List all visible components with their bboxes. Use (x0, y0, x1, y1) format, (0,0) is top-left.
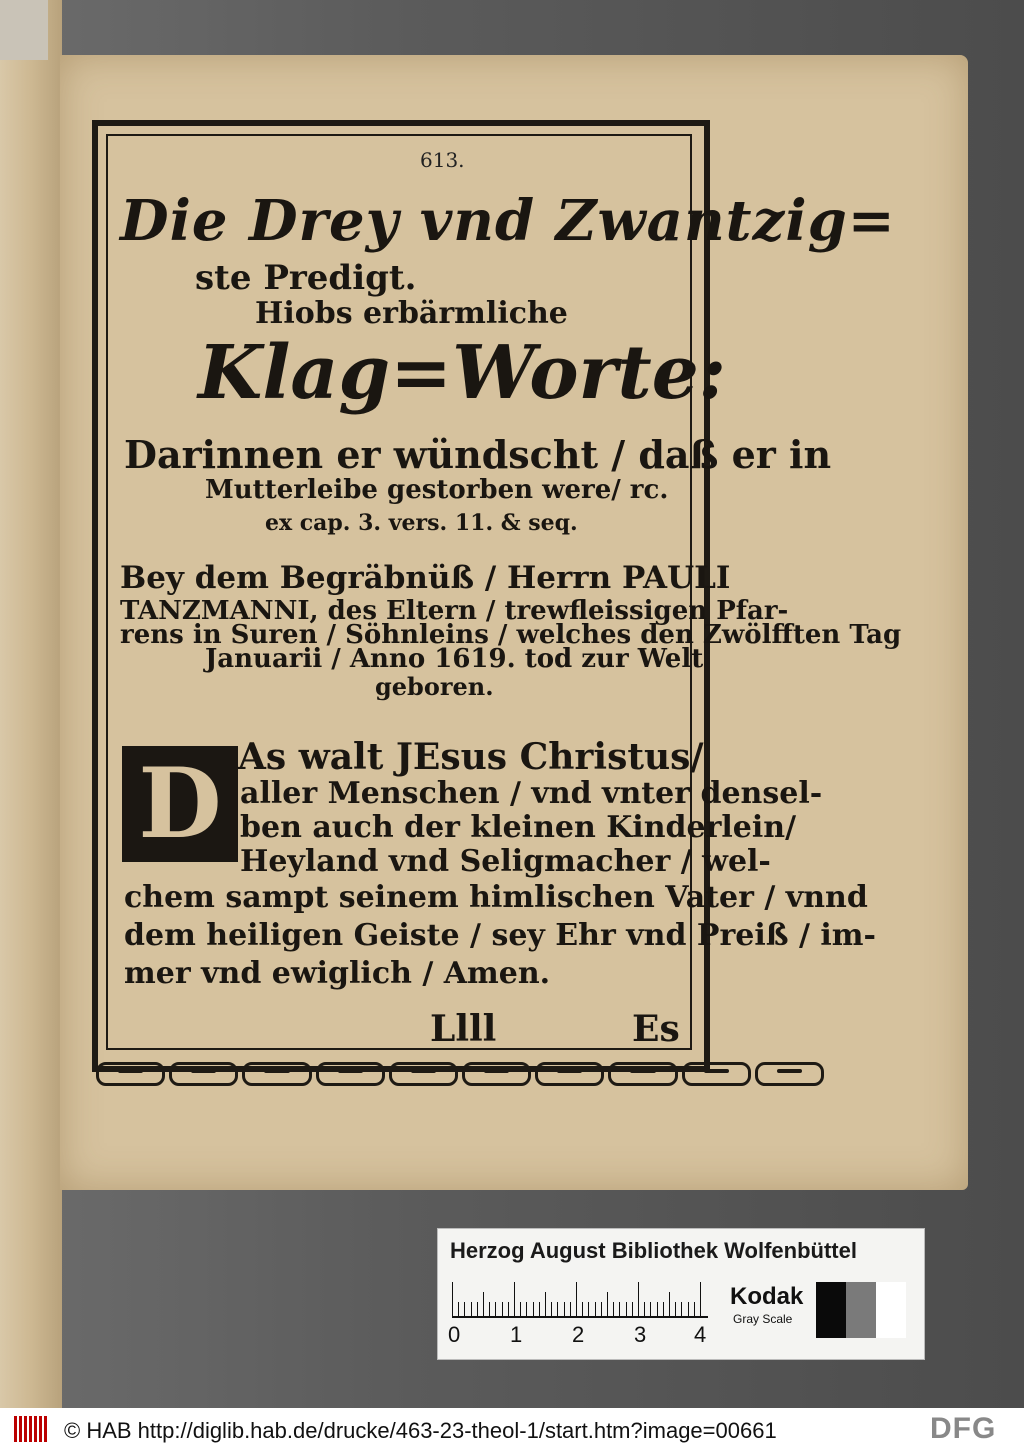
ruler-tick (508, 1302, 509, 1316)
ruler-tick (489, 1302, 490, 1316)
title-line-1b: ste Predigt. (195, 258, 417, 298)
ruler-tick (477, 1302, 478, 1316)
subtitle-line: Mutterleibe gestorben were/ rc. (205, 475, 669, 505)
signature-mark: Llll (430, 1008, 497, 1050)
ornament-unit (462, 1062, 531, 1086)
ruler-number: 3 (634, 1322, 647, 1347)
ruler-tick (545, 1292, 546, 1316)
ruler-tick (564, 1302, 565, 1316)
ruler-tick (588, 1302, 589, 1316)
ornament-unit (242, 1062, 311, 1086)
ruler-tick (557, 1302, 558, 1316)
ornament-unit (389, 1062, 458, 1086)
ornament-unit (682, 1062, 751, 1086)
ruler-tick (539, 1302, 540, 1316)
ornament-border (96, 1062, 824, 1084)
scale-ruler (452, 1276, 708, 1318)
ruler-tick (458, 1302, 459, 1316)
initial-letter: D (138, 747, 222, 860)
body-line: As walt JEsus Christus/ (238, 736, 704, 778)
dedication-line: rens in Suren / Söhnleins / welches den Zwölfften Tag (120, 620, 902, 650)
title-line-2: Hiobs erbärmliche (255, 296, 568, 331)
dedication-line: Bey dem Begräbnüß / Herrn PAULI (120, 560, 731, 596)
ruler-tick (657, 1302, 658, 1316)
ruler-tick (570, 1302, 571, 1316)
gray-swatch-black (816, 1282, 846, 1338)
ruler-tick (675, 1302, 676, 1316)
ruler-tick (663, 1302, 664, 1316)
body-line: ben auch der kleinen Kinderlein/ (240, 810, 797, 845)
body-line: dem heiligen Geiste / sey Ehr vnd Preiß / im- (124, 918, 876, 953)
ruler-tick (502, 1302, 503, 1316)
kodak-brand: Kodak (730, 1283, 804, 1310)
ruler-tick (669, 1292, 670, 1316)
ruler-tick (533, 1302, 534, 1316)
title-line-1: Die Drey vnd Zwantzig= (120, 188, 896, 254)
ruler-tick (613, 1302, 614, 1316)
dedication-line: geboren. (375, 672, 494, 701)
decorated-initial (122, 746, 238, 862)
ruler-tick (650, 1302, 651, 1316)
gray-swatch-mid (846, 1282, 876, 1338)
page-number: 613. (420, 148, 465, 172)
ruler-tick (464, 1302, 465, 1316)
ornament-unit (755, 1062, 824, 1086)
ruler-tick (582, 1302, 583, 1316)
ruler-tick (601, 1302, 602, 1316)
hab-logo-icon (14, 1416, 48, 1442)
ruler-tick (471, 1302, 472, 1316)
ruler-tick (551, 1302, 552, 1316)
ruler-number: 2 (572, 1322, 585, 1347)
ruler-tick (520, 1302, 521, 1316)
body-line: aller Menschen / vnd vnter densel- (240, 776, 823, 811)
ruler-tick (626, 1302, 627, 1316)
body-line: Heyland vnd Seligmacher / wel- (240, 844, 771, 879)
catchword: Es (632, 1008, 680, 1050)
title-line-3: Klag=Worte: (198, 330, 727, 416)
footer-url[interactable]: © HAB http://diglib.hab.de/drucke/463-23-theol-1/start.htm?image=00661 (64, 1418, 777, 1443)
ruler-tick (694, 1302, 695, 1316)
ruler-tick (576, 1282, 577, 1316)
dedication-line: Januarii / Anno 1619. tod zur Welt (205, 644, 704, 674)
ruler-tick (483, 1292, 484, 1316)
subtitle-line: Darinnen er wündscht / daß er in (124, 432, 832, 477)
gray-scale-label: Gray Scale (733, 1312, 793, 1326)
ruler-tick (526, 1302, 527, 1316)
ruler-number: 1 (510, 1322, 523, 1347)
left-page-edge (0, 0, 62, 1408)
ruler-tick (619, 1302, 620, 1316)
ruler-tick (681, 1302, 682, 1316)
ruler-tick (514, 1282, 515, 1316)
ruler-tick (632, 1302, 633, 1316)
scripture-reference: ex cap. 3. vers. 11. & seq. (265, 510, 578, 536)
library-name: Herzog August Bibliothek Wolfenbüttel (450, 1238, 857, 1263)
ruler-tick (452, 1282, 453, 1316)
body-line: chem sampt seinem himlischen Vater / vnnd (124, 880, 868, 915)
ruler-tick (700, 1282, 701, 1316)
ornament-unit (96, 1062, 165, 1086)
ruler-number: 0 (448, 1322, 461, 1347)
ruler-tick (644, 1302, 645, 1316)
dfg-logo: DFG (930, 1412, 997, 1445)
body-line: mer vnd ewiglich / Amen. (124, 956, 551, 991)
gray-swatch-white (876, 1282, 906, 1338)
ruler-tick (595, 1302, 596, 1316)
ruler-tick (688, 1302, 689, 1316)
ornament-unit (316, 1062, 385, 1086)
ornament-unit (169, 1062, 238, 1086)
ruler-tick (607, 1292, 608, 1316)
ruler-tick (495, 1302, 496, 1316)
left-strip (0, 0, 48, 60)
ruler-tick (638, 1282, 639, 1316)
ruler-number: 4 (694, 1322, 707, 1347)
ornament-unit (608, 1062, 677, 1086)
ornament-unit (535, 1062, 604, 1086)
dedication-line: TANZMANNI, des Eltern / trewfleissigen Pfar- (120, 596, 789, 626)
